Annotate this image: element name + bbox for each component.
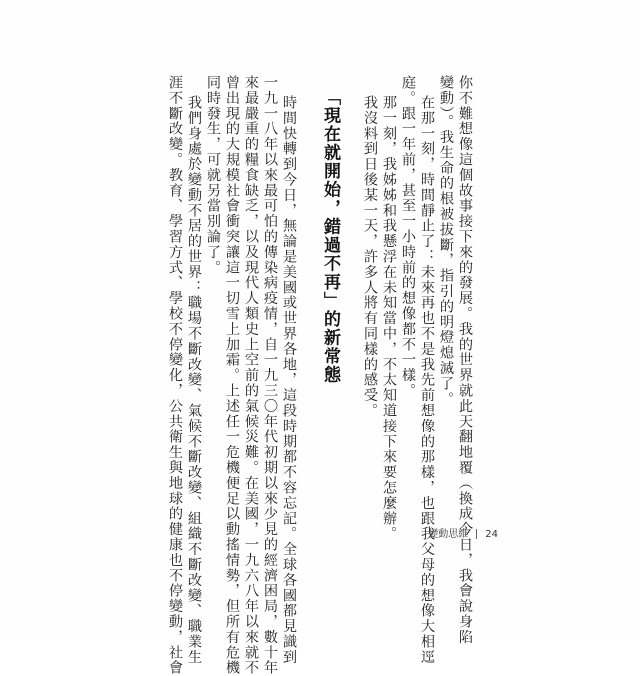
text-line: 那一刻，我姊姊和我懸浮在未知當中，不太知道接下來要怎麼辦。 <box>381 95 397 542</box>
running-title: 變動思維 <box>428 529 469 540</box>
text-line: 同時發生，可就另當別論了。 <box>205 75 221 276</box>
text-line: 在那一刻，時間靜止了：未來再也不是我先前想像的那樣，也跟我父母的想像大相逕 <box>419 95 435 665</box>
footer-divider <box>476 529 477 539</box>
text-line: 一九一八年以來最可怕的傳染病疫情，自一九三〇年代初期以來少見的經濟困局，數十年 <box>262 75 278 676</box>
text-line: 我沒料到日後某一天，許多人將有同樣的感受。 <box>362 95 378 419</box>
text-line: 曾出現的大規模社會衝突讓這一切雪上加霜。上述任一危機便足以動搖情勢，但所有危機 <box>224 75 240 676</box>
page-number: 24 <box>485 529 498 540</box>
text-line: 你不難想像這個故事接下來的發展。我的世界就此天翻地覆（換成今日，我會說身陷 <box>457 75 473 645</box>
text-line: 涯不斷改變。教育、學習方式、學校不停變化，公共衛生與地球的健康也不停變動，社會 <box>167 75 183 676</box>
text-line: 庭。跟一年前，甚至一小時前的想像都不一樣。 <box>400 75 416 399</box>
section-heading: 「現在就開始，錯過不再」的新常態 <box>320 88 340 384</box>
text-line: 時間快轉到今日，無論是美國或世界各地，這段時期都不容忘記。全球各國都見識到 <box>281 95 297 665</box>
page-footer <box>428 525 498 540</box>
text-line: 我們身處於變動不居的世界：職場不斷改變、氣候不斷改變、組織不斷改變、職業生 <box>186 95 202 665</box>
text-line: 來最嚴重的糧食缺乏，以及現代人類史上空前的氣候災難。在美國，一九六八年以來就不 <box>243 75 259 676</box>
text-line: 變動）。我生命的根被拔斷，指引的明燈熄滅了。 <box>438 75 454 407</box>
